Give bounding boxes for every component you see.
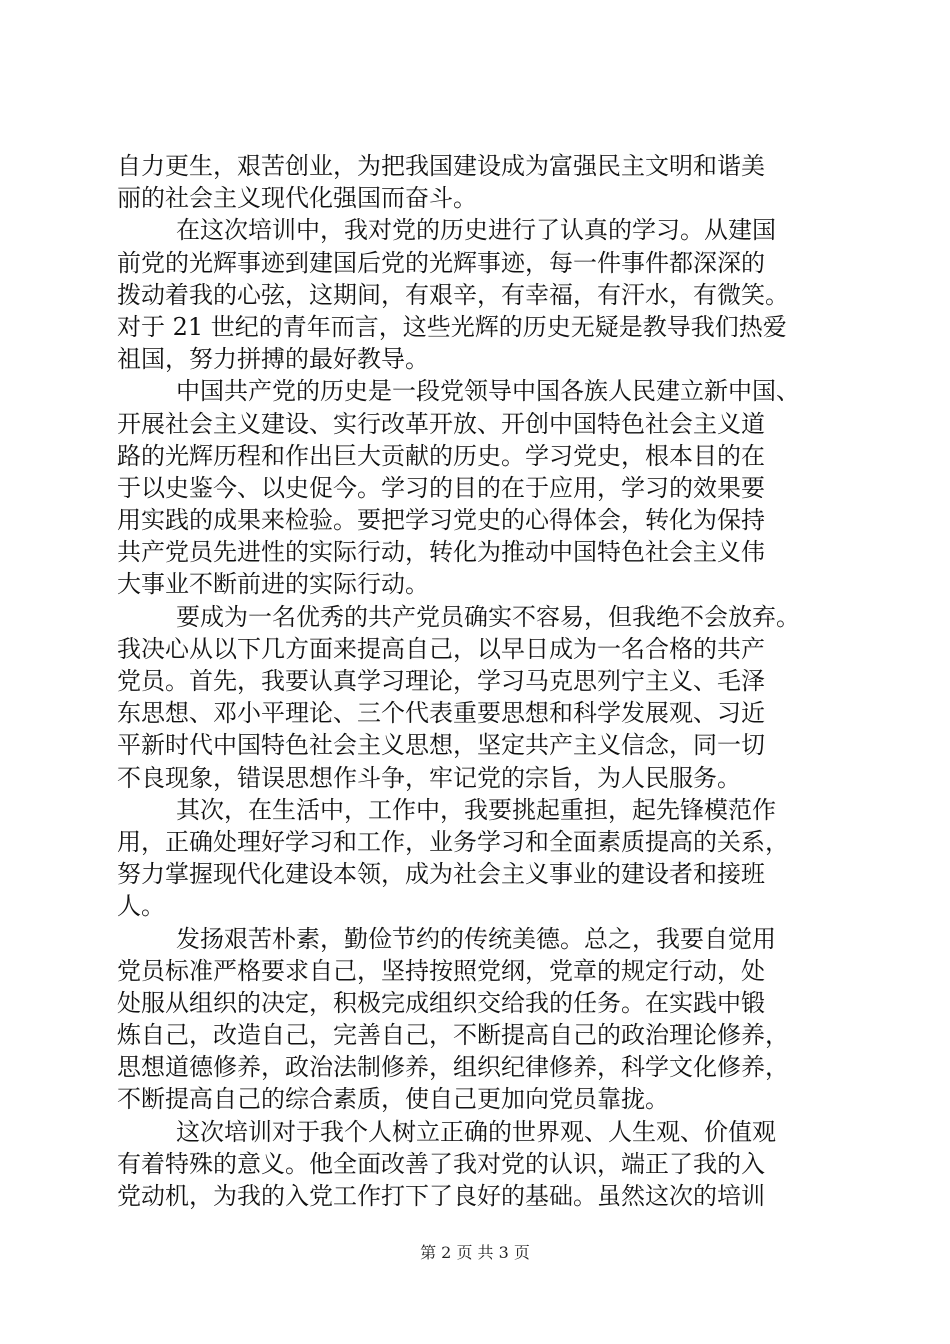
text-line: 祖国，努力拼搏的最好教导。 [117, 345, 429, 374]
text-line: 拨动着我的心弦，这期间，有艰辛，有幸福，有汗水，有微笑。 [117, 280, 789, 309]
text-line: 东思想、邓小平理论、三个代表重要思想和科学发展观、习近 [117, 699, 765, 728]
text-line: 努力掌握现代化建设本领，成为社会主义事业的建设者和接班 [117, 860, 765, 889]
text-line: 丽的社会主义现代化强国而奋斗。 [117, 184, 477, 213]
text-line: 发扬艰苦朴素，勤俭节约的传统美德。总之，我要自觉用 [176, 924, 776, 953]
text-line: 共产党员先进性的实际行动，转化为推动中国特色社会主义伟 [117, 538, 765, 567]
text-line: 开展社会主义建设、实行改革开放、开创中国特色社会主义道 [117, 409, 765, 438]
text-line: 要成为一名优秀的共产党员确实不容易，但我绝不会放弃。 [176, 602, 800, 631]
text-line: 中国共产党的历史是一段党领导中国各族人民建立新中国、 [176, 377, 800, 406]
text-line: 对于 21 世纪的青年而言，这些光辉的历史无疑是教导我们热爱 [117, 312, 787, 341]
text-line: 我决心从以下几方面来提高自己，以早日成为一名合格的共产 [117, 634, 765, 663]
text-line: 用实践的成果来检验。要把学习党史的心得体会，转化为保持 [117, 506, 765, 535]
text-line: 大事业不断前进的实际行动。 [117, 570, 429, 599]
text-line: 路的光辉历程和作出巨大贡献的历史。学习党史，根本目的在 [117, 441, 765, 470]
text-line: 不断提高自己的综合素质，使自己更加向党员靠拢。 [117, 1085, 669, 1114]
text-line: 党员标准严格要求自己，坚持按照党纲，党章的规定行动，处 [117, 956, 765, 985]
text-line: 于以史鉴今、以史促今。学习的目的在于应用，学习的效果要 [117, 473, 765, 502]
text-line: 其次，在生活中，工作中，我要挑起重担，起先锋模范作 [176, 795, 776, 824]
text-line: 在这次培训中，我对党的历史进行了认真的学习。从建国 [176, 216, 776, 245]
text-line: 有着特殊的意义。他全面改善了我对党的认识，端正了我的入 [117, 1149, 765, 1178]
text-line: 党动机，为我的入党工作打下了良好的基础。虽然这次的培训 [117, 1182, 765, 1210]
body-text [117, 150, 837, 1212]
text-line: 党员。首先，我要认真学习理论，学习马克思列宁主义、毛泽 [117, 667, 765, 695]
text-line: 思想道德修养，政治法制修养，组织纪律修养，科学文化修养， [117, 1053, 789, 1082]
page-footer: 第 2 页 共 3 页 [420, 1243, 530, 1262]
text-line: 平新时代中国特色社会主义思想，坚定共产主义信念，同一切 [117, 731, 765, 760]
text-line: 这次培训对于我个人树立正确的世界观、人生观、价值观 [176, 1117, 776, 1146]
text-line: 用，正确处理好学习和工作，业务学习和全面素质提高的关系， [117, 827, 789, 856]
text-line: 前党的光辉事迹到建国后党的光辉事迹，每一件事件都深深的 [117, 248, 765, 277]
text-line: 自力更生，艰苦创业，为把我国建设成为富强民主文明和谐美 [117, 152, 765, 180]
text-line: 炼自己，改造自己，完善自己，不断提高自己的政治理论修养， [117, 1021, 789, 1050]
text-line: 处服从组织的决定，积极完成组织交给我的任务。在实践中锻 [117, 988, 765, 1017]
text-line: 不良现象，错误思想作斗争，牢记党的宗旨，为人民服务。 [117, 763, 741, 792]
text-line: 人。 [117, 892, 165, 921]
